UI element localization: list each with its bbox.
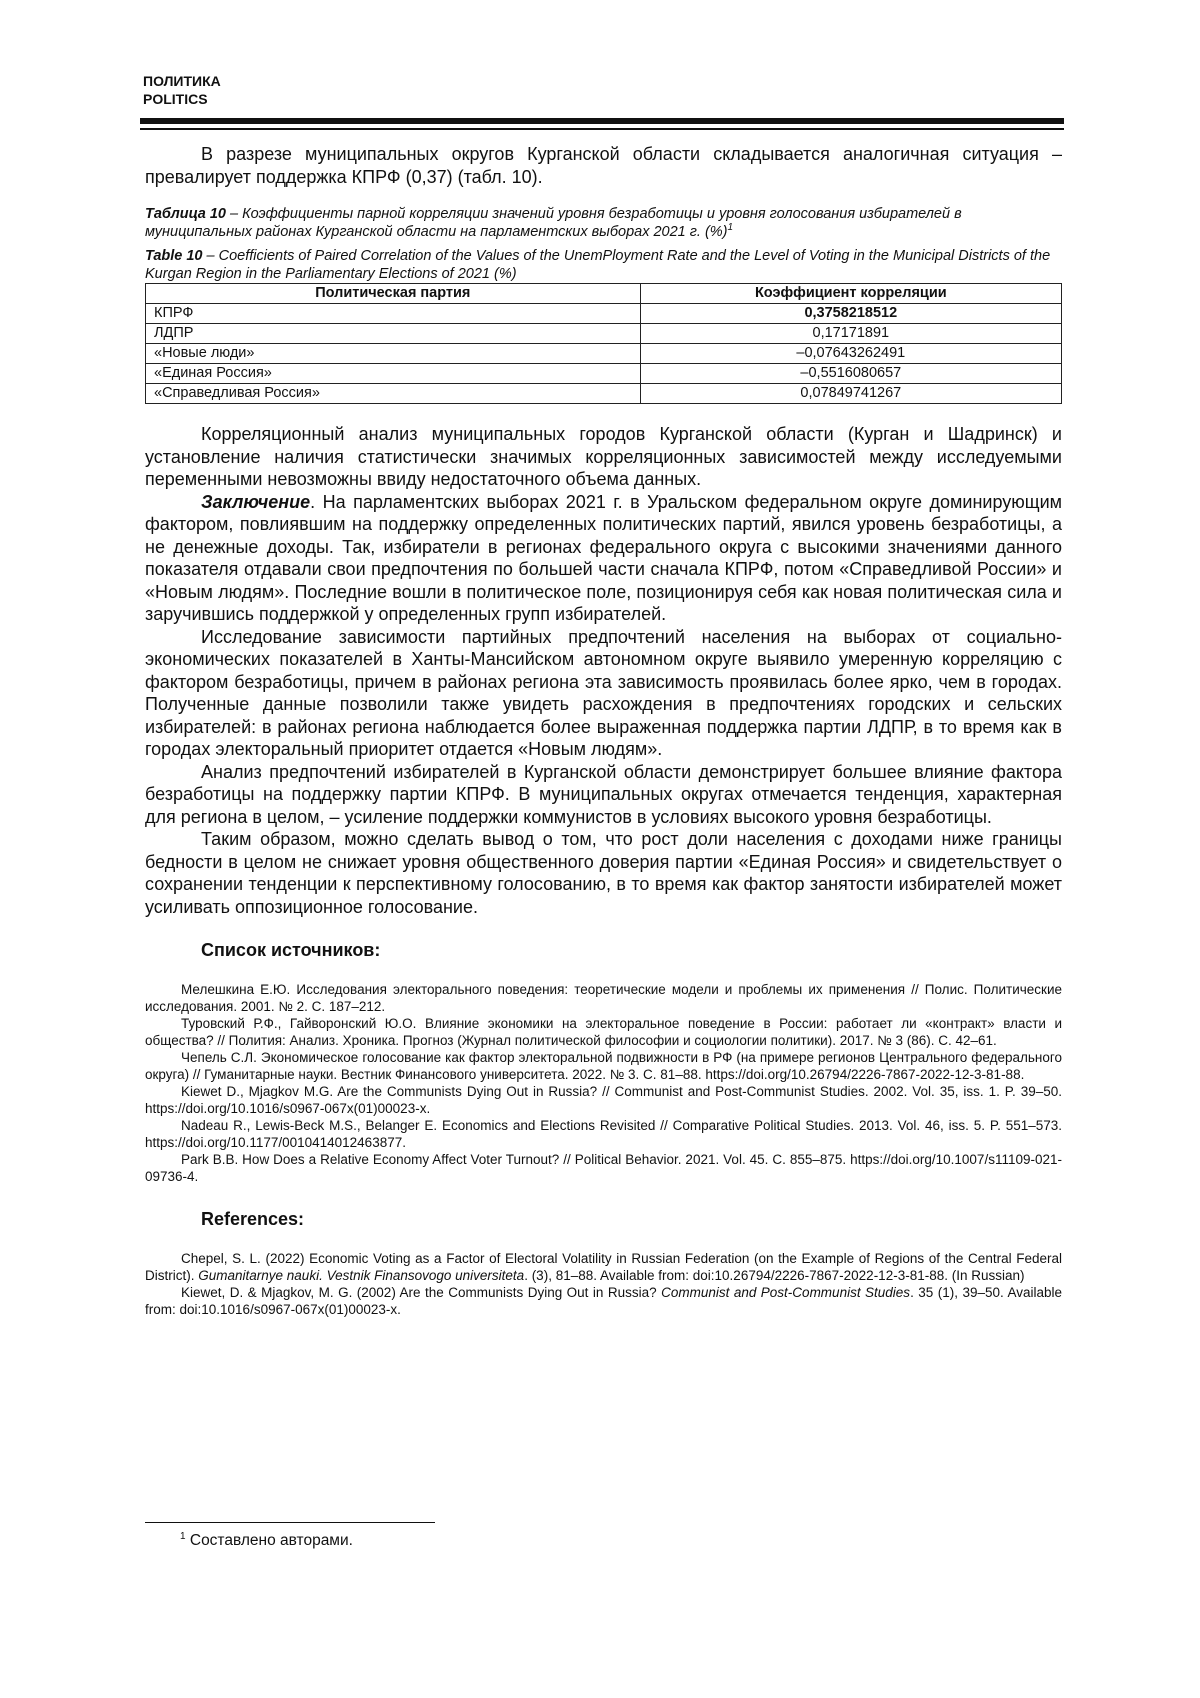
footnote-mark: 1 xyxy=(180,1530,186,1542)
party-cell: «Новые люди» xyxy=(146,344,641,364)
reference-pre: Kiewet, D. & Mjagkov, M. G. (2002) Are the Communists Dying Out in Russia? xyxy=(181,1285,662,1300)
conclusion-paragraph xyxy=(145,491,1062,626)
party-cell: «Единая Россия» xyxy=(146,364,641,384)
reference-journal: Gumanitarnye nauki. Vestnik Finansovogo universiteta xyxy=(198,1268,525,1283)
table-header-row xyxy=(146,284,1062,304)
table-caption-ru xyxy=(145,205,1062,241)
column-header-coefficient: Коэффициент корреляции xyxy=(640,284,1061,304)
table-caption-en xyxy=(145,247,1062,283)
header-rule-thick xyxy=(140,118,1064,124)
column-header-party: Политическая партия xyxy=(146,284,641,304)
page-content xyxy=(145,143,1062,1318)
reference-journal: Communist and Post-Communist Studies xyxy=(661,1285,911,1300)
source-item: Чепель С.Л. Экономическое голосование как фактор электоральной подвижности в РФ (на примере регионов Центрального федерального округа) // Гуманитарные науки. Вестник Финансового университета. 2022. № 3. С. 81–88. https://doi.org/10.26794/2226-7867-2022-12-3-81-88. xyxy=(145,1050,1062,1082)
summary-paragraph: Таким образом, можно сделать вывод о том, что рост доли населения с доходами ниже границы бедности в целом не снижает уровня общественного доверия партии «Единая Россия» и свидетельствует о сохранении тенденции к перспективному голосованию, в то время как фактор занятости избирателей может усиливать оппозиционное голосование. xyxy=(145,829,1062,917)
table-caption-ru-label: Таблица 10 xyxy=(145,206,226,222)
table-caption-ru-text: – Коэффициенты парной корреляции значений уровня безработицы и уровня голосования избирателей в муниципальных районах Курганской области на парламентских выборах 2021 г. (%) xyxy=(145,206,962,240)
source-item: Park B.B. How Does a Relative Economy Affect Voter Turnout? // Political Behavior. 2021. Vol. 45. С. 855–875. https://doi.org/10.1007/s11109-021-09736-4. xyxy=(145,1152,1062,1184)
table-caption-en-text: – Coefficients of Paired Correlation of the Values of the UnemPloyment Rate and the Level of Voting in the Municipal Districts of the Kurgan Region in the Parliamentary Elections of 2021 (%) xyxy=(145,248,1051,282)
coefficient-cell: 0,3758218512 xyxy=(640,304,1061,324)
reference-pre: Chepel, S. L. (2022) Economic Voting as a Factor of Electoral Volatility in Russian Federation (on the Example of Regions of the Central Federal District). xyxy=(145,1251,1062,1283)
sources-list xyxy=(145,981,1062,1185)
research-paragraph: Исследование зависимости партийных предпочтений населения на выборах от социально-экономических показателей в Ханты-Мансийском автономном округе выявило умеренную корреляцию с фактором безработицы, причем в районах региона эта зависимость проявилась более ярко, чем в городах. Полученные данные позволили также увидеть расхождения в предпочтениях городских и сельских избирателей: в районах региона наблюдается более выраженная поддержка партии ЛДПР, в то время как в городах электоральный приоритет отдается «Новым людям». xyxy=(145,626,1062,759)
conclusion-label: Заключение xyxy=(201,491,311,512)
references-list xyxy=(145,1250,1062,1318)
party-cell: КПРФ xyxy=(146,304,641,324)
header-en: POLITICS xyxy=(143,91,208,107)
reference-item xyxy=(145,1284,1062,1318)
table-row xyxy=(146,344,1062,364)
party-cell: ЛДПР xyxy=(146,324,641,344)
reference-item xyxy=(145,1250,1062,1284)
footnote-rule xyxy=(145,1522,435,1523)
header-ru: ПОЛИТИКА xyxy=(143,73,221,89)
table-caption-en-label: Table 10 xyxy=(145,248,203,264)
coefficient-cell: 0,07849741267 xyxy=(640,384,1061,404)
table-row xyxy=(146,384,1062,404)
coefficient-cell: –0,07643262491 xyxy=(640,344,1061,364)
footnote-ref: 1 xyxy=(727,222,734,234)
references-heading: References: xyxy=(201,1209,305,1229)
table-row xyxy=(146,324,1062,344)
party-cell: «Справедливая Россия» xyxy=(146,384,641,404)
analysis-paragraph: Анализ предпочтений избирателей в Курганской области демонстрирует большее влияние фактора безработицы на поддержку партии КПРФ. В муниципальных округах отмечается тенденция, характерная для региона в целом, – усиление поддержки коммунистов в условиях высокого уровня безработицы. xyxy=(145,761,1062,827)
source-item: Туровский Р.Ф., Гайворонский Ю.О. Влияние экономики на электоральное поведение в России: работает ли «контракт» власти и общества? // Полития: Анализ. Хроника. Прогноз (Журнал политической философии и социологии политики). 2017. № 3 (86). С. 42–61. xyxy=(145,1016,1062,1048)
correlation-table xyxy=(145,283,1062,404)
intro-paragraph: В разрезе муниципальных округов Курганской области складывается аналогичная ситуация – превалирует поддержка КПРФ (0,37) (табл. 10). xyxy=(145,144,1062,187)
coefficient-cell: 0,17171891 xyxy=(640,324,1061,344)
correlation-paragraph: Корреляционный анализ муниципальных городов Курганской области (Курган и Шадринск) и установление наличия статистически значимых корреляционных зависимостей между исследуемыми переменными невозможны ввиду недостаточного объема данных. xyxy=(145,424,1062,489)
footnote xyxy=(180,1532,353,1550)
source-item: Nadeau R., Lewis-Beck M.S., Belanger E. Economics and Elections Revisited // Comparative Political Studies. 2013. Vol. 46, iss. 5. P. 551–573. https://doi.org/10.1177/0010414012463877. xyxy=(145,1118,1062,1150)
table-row xyxy=(146,364,1062,384)
source-item: Мелешкина Е.Ю. Исследования электорального поведения: теоретические модели и проблемы их применения // Полис. Политические исследования. 2001. № 2. С. 187–212. xyxy=(145,982,1062,1014)
source-item: Kiewet D., Mjagkov M.G. Are the Communists Dying Out in Russia? // Communist and Post-Communist Studies. 2002. Vol. 35, iss. 1. P. 39–50. https://doi.org/10.1016/s0967-067x(01)00023-x. xyxy=(145,1084,1062,1116)
coefficient-cell: –0,5516080657 xyxy=(640,364,1061,384)
running-header xyxy=(143,72,221,108)
footnote-text: Составлено авторами. xyxy=(185,1532,353,1549)
table-row xyxy=(146,304,1062,324)
conclusion-text: . На парламентских выборах 2021 г. в Уральском федеральном округе доминирующим фактором, повлиявшим на поддержку определенных политических партий, явился уровень безработицы, а не денежные доходы. Так, избиратели в регионах федерального округа с высокими значениями данного показателя отдавали свои предпочтения по большей части сначала КПРФ, потом «Справедливой России» и «Новым людям». Последние вошли в политическое поле, позиционируя себя как новая политическая сила и заручившись поддержкой у определенных групп избирателей. xyxy=(145,491,1062,624)
sources-heading: Список источников: xyxy=(201,940,381,960)
reference-post: . (3), 81–88. Available from: doi:10.26794/2226-7867-2022-12-3-81-88. (In Russian) xyxy=(524,1268,1025,1283)
header-rule-thin xyxy=(140,128,1064,130)
reference-post: . 35 (1), 39–50. Available from: doi:10.1016/s0967-067x(01)00023-x. xyxy=(145,1285,1062,1317)
